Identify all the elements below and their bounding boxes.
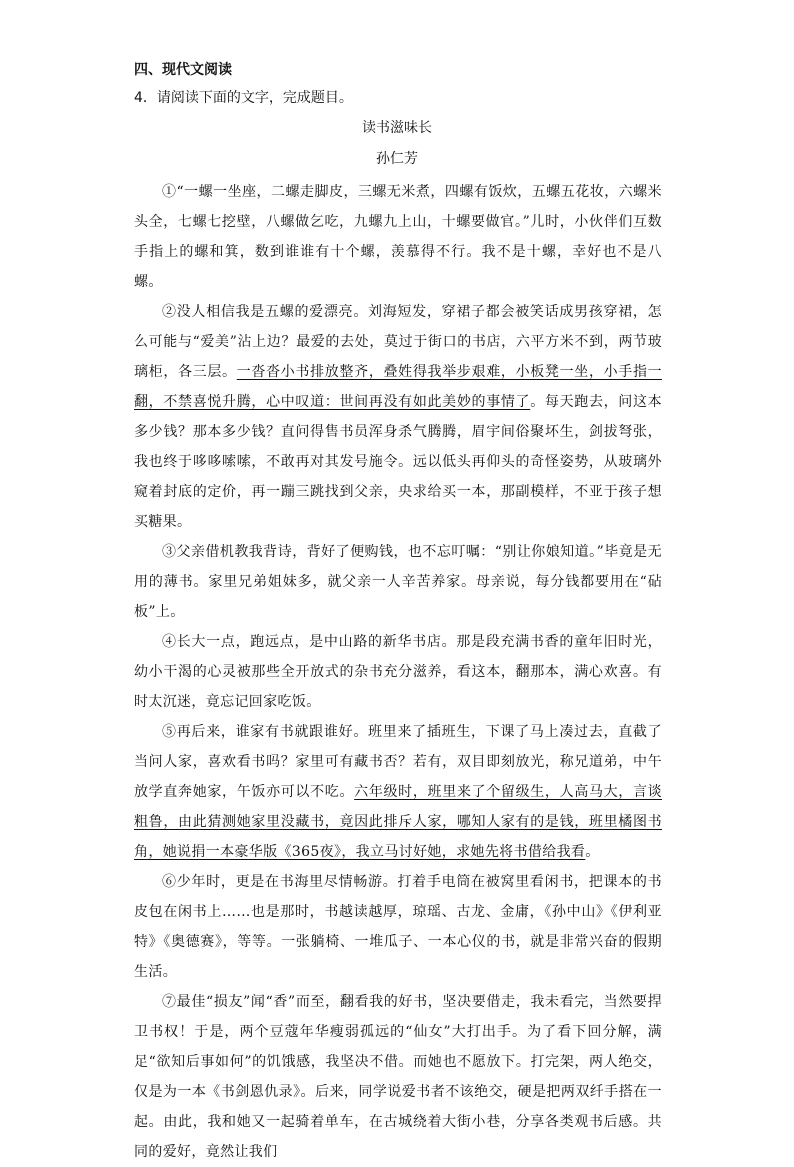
paragraph-text: 。	[585, 844, 600, 860]
paragraph-text: ⑦最佳“损友”闻“香”而至，翻看我的好书，坚决要借走，我未看完，当然要捍卫书权！于是，两个豆蔻年华瘦弱孤远的“仙女”大打出手。为了看下回分解，满足“欲知后事如何”的饥饿感，我坚决不借。而她也不愿放下。打完架，两人绝交，仅是为一本《书剑恩仇录》。后来，同学说爱书者不该绝交，硬是把两双纤手搭在一起。由此，我和她又一起骑着单车，在古城绕着大街小巷，分享各类观书后感。共同的爱好，竟然让我们	[134, 994, 662, 1160]
article-paragraph	[134, 177, 662, 297]
article-paragraph	[134, 717, 662, 867]
paragraph-text: ①“一螺一坐座，二螺走脚皮，三螺无米煮，四螺有饭炊，五螺五花妆，六螺米头全，七螺七挖壁，八螺做乞吃，九螺九上山，十螺要做官。”儿时，小伙伴们互数手指上的螺和箕，数到谁谁有十个螺，羡慕得不行。我不是十螺，幸好也不是八螺。	[134, 184, 662, 290]
article-body	[134, 177, 662, 1167]
underlined-text: 一沓沓小书排放整齐，叠姓得我举步艰难，小板凳一坐，小手指一翻，不禁喜悦升腾，心中叹道：世间再没有如此美妙的事情了	[134, 364, 662, 410]
section-title: 四、现代文阅读	[134, 62, 232, 78]
article-paragraph	[134, 537, 662, 627]
paragraph-text: 。每天跑去，问这本多少钱？那本多少钱？直问得售书员浑身杀气腾腾，眉宇间俗聚坏生，剑拔弩张，我也终于哆哆嗦嗦，不敢再对其发号施令。远以低头再仰头的奇怪姿势，从玻璃外窥着封底的定价，再一蹦三跳找到父亲，央求给买一本，那副模样，不亚于孩子想买糖果。	[134, 394, 663, 530]
article-title: 读书滋味长	[362, 120, 432, 136]
paragraph-text: ⑤再后来，谁家有书就跟谁好。班里来了插班生，下课了马上凑过去，直截了当问人家，喜欢看书吗？家里可有藏书否？若有，双目即刻放光，称兄道弟，中午放学直奔她家，午饭亦可以不吃。	[134, 724, 662, 800]
article-paragraph	[134, 297, 662, 537]
question-prompt: 4．请阅读下面的文字，完成题目。	[134, 90, 353, 106]
article-paragraph	[134, 867, 662, 987]
paragraph-text: ④长大一点，跑远点，是中山路的新华书店。那是段充满书香的童年旧时光，幼小干渴的心灵被那些全开放式的杂书充分滋养，看这本，翻那本，满心欢喜。有时太沉迷，竟忘记回家吃饭。	[134, 634, 662, 710]
article-author: 孙仁芳	[376, 151, 418, 167]
article-paragraph	[134, 987, 662, 1167]
paragraph-text: ③父亲借机教我背诗，背好了便购钱，也不忘叮嘱：“别让你娘知道。”毕竟是无用的薄书。家里兄弟姐妹多，就父亲一人辛苦养家。母亲说，每分钱都要用在“砧板”上。	[134, 544, 662, 620]
article-paragraph	[134, 627, 662, 717]
underlined-text: 六年级时，班里来了个留级生，人高马大，言谈粗鲁，由此猜测她家里没藏书，竟因此排斥人家，哪知人家有的是钱，班里橘图书角，她说捐一本豪华版《365夜》，我立马讨好她，求她先将书借给我看	[134, 784, 662, 860]
paragraph-text: ②没人相信我是五螺的爱漂亮。刘海短发，穿裙子都会被笑话成男孩穿裙，怎么可能与“爱美”沾上边？最爱的去处，莫过于街口的书店，六平方米不到，两节玻璃柜，各三层。	[134, 304, 662, 380]
paragraph-text: ⑥少年时，更是在书海里尽情畅游。打着手电筒在被窝里看闲书，把课本的书皮包在闲书上……也是那时，书越读越厚，琼瑶、古龙、金庸，《孙中山》《伊利亚特》《奥德赛》，等等。一张躺椅、一堆瓜子、一本心仪的书，就是非常兴奋的假期生活。	[134, 874, 662, 980]
